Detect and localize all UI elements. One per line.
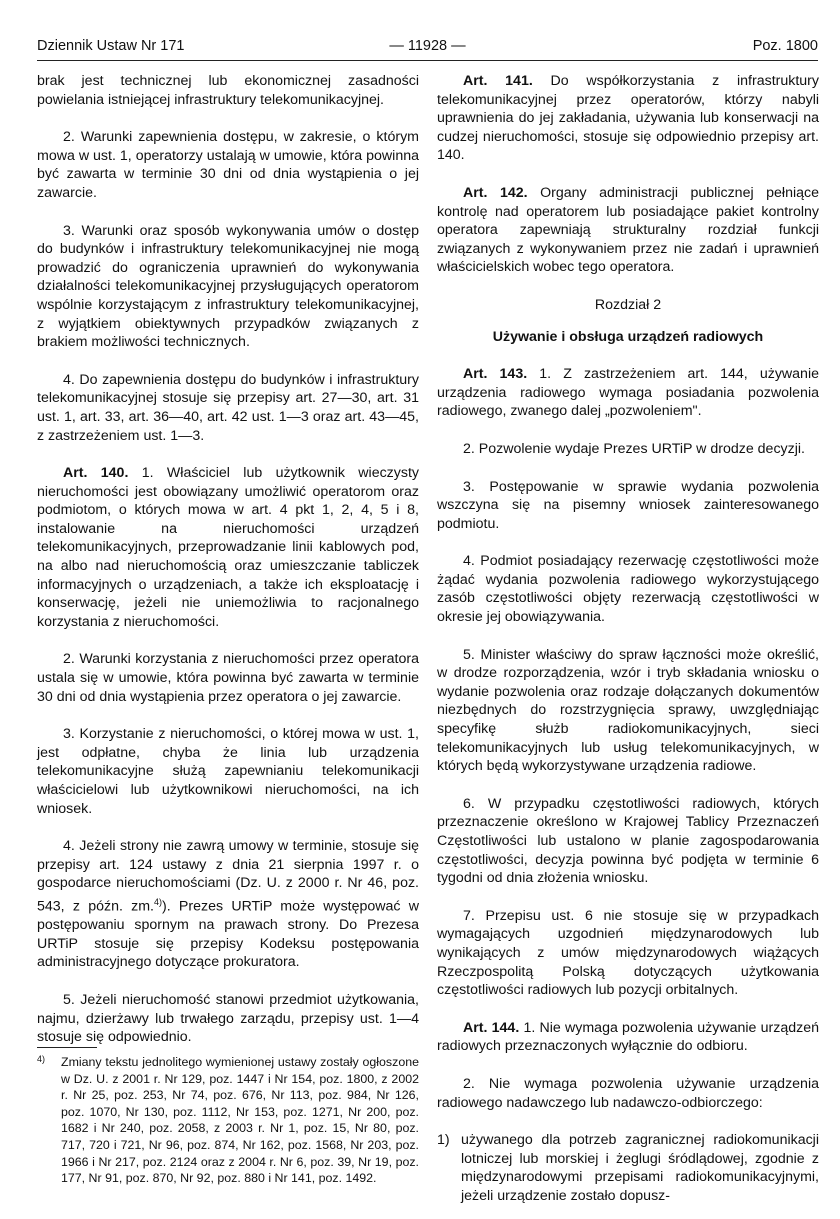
article-label: Art. 144.	[463, 1019, 520, 1036]
footnote-ref: 4)	[154, 896, 163, 907]
paragraph: 2. Warunki korzystania z nieruchomości przez operatora ustala się w umowie, która powinna być zawarta w terminie 30 dni od dnia wystąpienia przez operatora o jej zawarcie.	[37, 651, 419, 705]
paragraph: 4. Do zapewnienia dostępu do budynków i infrastruktury telekomunikacyjnej stosuje się przepisy art. 27—30, art. 31 ust. 1, art. 33, art. 36—40, art. 42 ust. 1—3 oraz art. 43—45, z zastrzeżeniem ust. 1—3.	[37, 371, 419, 444]
paragraph: 4. Podmiot posiadający rezerwację częstotliwości może żądać wydania pozwolenia radiowego wykorzystującego zasób częstotliwości objęty rezerwacją częstotliwości w okresie jej obowiązywania.	[437, 553, 819, 626]
paragraph: 2. Nie wymaga pozwolenia używanie urządzenia radiowego nadawczego lub nadawczo-odbiorczego:	[437, 1075, 819, 1111]
paragraph: 3. Warunki oraz sposób wykonywania umów o dostęp do budynków i infrastruktury telekomunikacyjnej nie mogą prowadzić do ograniczenia uprawnień do wykonywania działalności telekomunikacyjnej przysługujących operatorom wspólnie korzystającym z infrastruktury telekomunikacyjnej, z wyjątkiem obiektywnych przypadków związanych z brakiem możliwości technicznych.	[37, 222, 419, 351]
paragraph: 2. Warunki zapewnienia dostępu, w zakresie, o którym mowa w ust. 1, operatorzy ustalają w umowie, która powinna być zawarta w terminie 30 dni od dnia wystąpienia o jej zawarcie.	[37, 129, 419, 201]
chapter-number: Rozdział 2	[594, 296, 662, 313]
chapter-title: Używanie i obsługa urządzeń radiowych	[492, 328, 764, 345]
article-label: Art. 140.	[63, 465, 129, 482]
list-text: używanego dla potrzeb zagranicznej radiokomunikacji lotniczej lub morskiej i żeglugi śródlądowej, zgodnie z międzynarodowymi przepisami radiokomunikacyjnymi, jeżeli urządzenie zostało dopusz-	[461, 1132, 819, 1204]
list-number: 1)	[437, 1132, 450, 1149]
paragraph: 6. W przypadku częstotliwości radiowych, których przeznaczenie określono w Krajowej Tablicy Przeznaczeń Częstotliwości lub ustalono w planie zagospodarowania częstotliwości, decyzja powinna być podjęta w terminie 6 tygodni od dnia złożenia wniosku.	[437, 795, 819, 887]
article-text: 1. Z zastrzeżeniem art. 144, używanie urządzenia radiowego wymaga posiadania pozwolenia radiowego, zwanego dalej „pozwoleniem".	[437, 366, 819, 420]
position-number: Poz. 1800	[752, 38, 818, 54]
paragraph: 3. Postępowanie w sprawie wydania pozwolenia wszczyna się na pisemny wniosek zainteresowanego podmiotu.	[437, 478, 819, 532]
footnote-text: Zmiany tekstu jednolitego wymienionej ustawy zostały ogłoszone w Dz. U. z 2001 r. Nr 129, poz. 1447 i Nr 154, poz. 1800, z 2002 r. Nr 25, poz. 253, Nr 74, poz. 676, Nr 113, poz. 984, Nr 126, poz. 1070, Nr 130, poz. 1112, Nr 153, poz. 1271, Nr 200, poz. 1682 i Nr 240, poz. 2058, z 2003 r. Nr 1, poz. 15, Nr 80, poz. 717, 720 i 721, Nr 96, poz. 874, Nr 162, poz. 1568, Nr 203, poz. 1966 i Nr 217, poz. 2124 oraz z 2004 r. Nr 6, poz. 39, Nr 19, poz. 177, Nr 91, poz. 870, Nr 92, poz. 880 i Nr 141, poz. 1492.	[61, 1055, 419, 1186]
footnote-separator	[37, 1047, 97, 1048]
footnote-mark: 4)	[37, 1054, 46, 1064]
right-column	[437, 72, 819, 1206]
paragraph: 2. Pozwolenie wydaje Prezes URTiP w drodze decyzji.	[463, 440, 805, 457]
article-text: 1. Właściciel lub użytkownik wieczysty nieruchomości jest obowiązany umożliwić operatorom oraz podmiotom, o których mowa w art. 4 pkt 1, 2, 4, 5 i 8, instalowanie na nieruchomości urządzeń telekomunikacyjnych, przeprowadzanie linii kablowych pod, na albo nad nieruchomością oraz umieszczanie tabliczek informacyjnych o urządzeniach, a także ich eksploatację i konserwację, jeżeli nie uniemożliwia to racjonalnego korzystania z nieruchomości.	[37, 465, 419, 630]
footnote	[37, 1054, 419, 1187]
article-text: Do współkorzystania z infrastruktury telekomunikacyjnej przez operatorów, którzy nabyli uprawnienia do jej zakładania, używania lub konserwacji na cudzej nieruchomości, stosuje się odpowiednio przepisy art. 140.	[437, 73, 819, 164]
paragraph-text: 4. Jeżeli strony nie zawrą umowy w terminie, stosuje się przepisy art. 124 ustawy z dnia 21 sierpnia 1997 r. o gospodarce nieruchomościami (Dz. U. z 2000 r. Nr 46, poz. 543, z późn. zm.	[37, 838, 419, 915]
journal-title: Dziennik Ustaw Nr 171	[37, 38, 185, 54]
article-text: Organy administracji publicznej pełniące kontrolę nad operatorem lub posiadające pakiet kontrolny operatora zapewniają strukturalny rozdział funkcji związanych z wykonywaniem przez nie zadań i uprawnień właścicielskich wobec tego operatora.	[437, 184, 819, 276]
paragraph	[37, 837, 419, 972]
article-text: 1. Nie wymaga pozwolenia używanie urządzeń radiowych przeznaczonych wyłącznie do odbioru.	[437, 1019, 819, 1055]
page-number: — 11928 —	[389, 38, 466, 54]
article-label: Art. 142.	[463, 184, 528, 201]
paragraph: 3. Korzystanie z nieruchomości, o której mowa w ust. 1, jest odpłatne, chyba że linia lub urządzenia telekomunikacyjne służą zapewnianiu telekomunikacji właścicielowi lub użytkownikowi nieruchomości, na ich wniosek.	[37, 726, 419, 817]
article-140	[37, 464, 419, 631]
list-item	[437, 1131, 819, 1205]
article-143	[437, 365, 819, 421]
article-141	[437, 72, 819, 165]
article-144	[437, 1019, 819, 1056]
page-header	[37, 38, 818, 61]
paragraph: brak jest technicznej lub ekonomicznej zasadności powielania istniejącej infrastruktury telekomunikacyjnej.	[37, 73, 419, 108]
paragraph: 5. Minister właściwy do spraw łączności może określić, w drodze rozporządzenia, wzór i tryb składania wniosku o wydanie pozwolenia oraz rodzaje dołączanych dokumentów niezbędnych do rozstrzygnięcia sprawy, uwzględniając specyfikę służb radiokomunikacyjnych, sieci telekomunikacyjnych lub usług telekomunikacyjnych, w których będą wykorzystywane urządzenia radiowe.	[437, 646, 819, 775]
paragraph: 7. Przepisu ust. 6 nie stosuje się w przypadkach wymagających uzgodnień międzynarodowych lub wynikających z umów międzynarodowych wiążących Rzeczpospolitą Polską dotyczących użytkowania częstotliwości radiowych lub pozycji orbitalnych.	[437, 907, 819, 999]
article-label: Art. 141.	[463, 73, 533, 89]
left-column	[37, 72, 419, 1066]
article-142	[437, 184, 819, 277]
article-label: Art. 143.	[463, 366, 528, 383]
paragraph: 5. Jeżeli nieruchomość stanowi przedmiot użytkowania, najmu, dzierżawy lub trwałego zarządu, przepisy ust. 1—4 stosuje się odpowiednio.	[37, 992, 419, 1046]
paragraph-text: ). Prezes URTiP może występować w postępowaniu spornym na prawach strony. Do Prezesa URTiP stosuje się przepisy Kodeksu postępowania administracyjnego dotyczące prokuratora.	[37, 898, 419, 971]
